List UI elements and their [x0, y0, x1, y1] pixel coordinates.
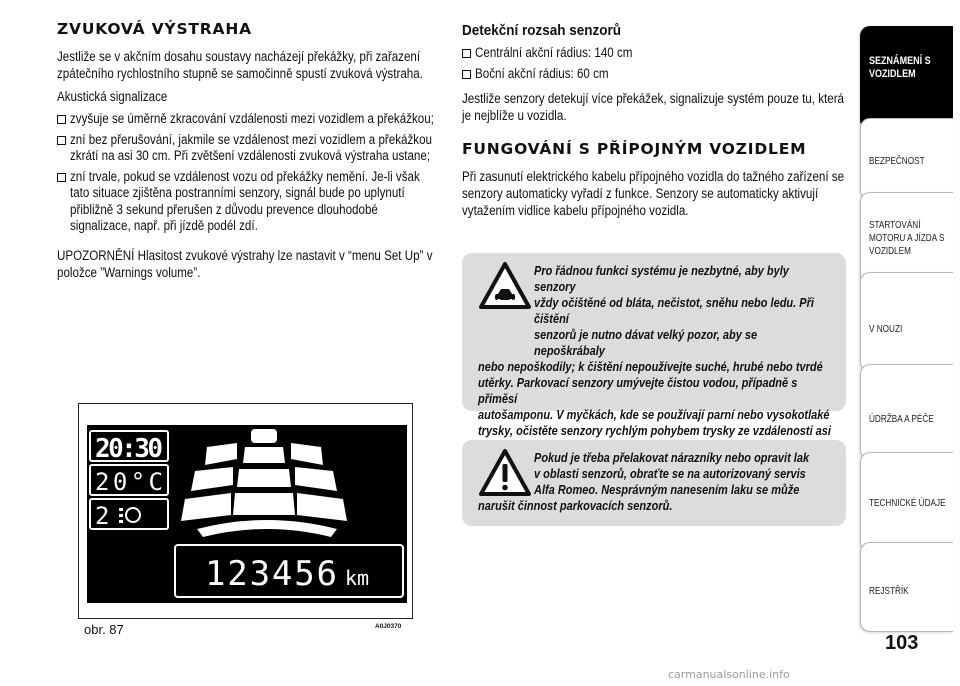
warning-line: v oblasti senzorů, obraťte se na autorizovaný servis	[534, 467, 806, 481]
warning-line: Alfa Romeo. Nesprávným nanesením laku se může	[534, 483, 800, 497]
warning-line: utěrky. Parkovací senzory umývejte čistou vodou, případně s příměsí	[478, 376, 798, 406]
volume-note: UPOZORNĚNÍ Hlasitost zvukové výstrahy lze nastavit v “menu Set Up” v položce ”Warnings volume”.	[57, 247, 433, 280]
tab-safety[interactable]: BEZPEČNOST	[860, 118, 953, 200]
section-heading-detection-range: Detekční rozsah senzorů	[462, 22, 622, 39]
clock-readout: 20:30	[95, 434, 163, 464]
tab-maintenance[interactable]: ÚDRŽBA A PÉČE	[860, 364, 953, 460]
odometer-readout: 123456	[205, 554, 337, 594]
odometer-unit: km	[345, 566, 370, 590]
tab-getting-to-know[interactable]: SEZNÁMENÍ S VOZIDLEM	[860, 26, 953, 130]
signal-list	[57, 111, 439, 235]
warning-box-paint	[462, 440, 846, 526]
tab-index[interactable]: REJSTŘÍK	[860, 542, 953, 632]
range-list	[462, 45, 846, 82]
gear-readout: 2	[95, 502, 110, 530]
warning-line: Pokud je třeba přelakovat nárazníky nebo opravit lak	[534, 451, 810, 465]
warning-line: narušit činnost parkovacích senzorů.	[478, 499, 673, 513]
tab-starting-driving[interactable]: STARTOVÁNÍ MOTORU A JÍZDA S VOZIDLEM	[860, 192, 953, 284]
signal-label: Akustická signalizace	[57, 89, 168, 104]
list-item: zvyšuje se úměrně zkracování vzdálenosti mezi vozidlem a překážkou;	[57, 111, 439, 128]
temperature-readout: 20°C	[95, 468, 163, 496]
figure-caption: obr. 87	[84, 622, 124, 637]
trailer-paragraph: Při zasunutí elektrického kabelu přípojného vozidla do tažného zařízení se senzory automaticky vyřadí z funkce. Senzory se automaticky aktivují vytažením vidlice kabelu přípojného vozidla.	[462, 169, 845, 218]
list-item: zní bez přerušování, jakmile se vzdálenost mezi vozidlem a překážkou zkrátí na asi 30 cm. Při zvětšení vzdálenosti zvuková výstraha ustane;	[57, 132, 439, 165]
warning-line: vždy očištěné od bláta, nečistot, sněhu nebo ledu. Při čištění	[534, 296, 814, 326]
range-paragraph: Jestliže senzory detekují více překážek, signalizuje systém pouze tu, která je nejblíže u vozidla.	[462, 91, 845, 123]
right-column	[462, 14, 846, 225]
warning-box-cleaning	[462, 253, 846, 438]
section-heading-trailer: FUNGOVÁNÍ S PŘÍPOJNÝM VOZIDLEM	[462, 140, 807, 158]
warning-line: autošamponu. V myčkách, kde se používají parní nebo vysokotlaké	[478, 408, 830, 422]
watermark: carmanualsonline.info	[668, 668, 790, 681]
figure-parking-display	[78, 403, 413, 619]
list-item: Boční akční rádius: 60 cm	[462, 66, 846, 83]
warning-line: trysky, očistěte senzory rychlým pohybem trysky ze vzdálenosti asi	[478, 424, 831, 438]
tab-technical-data[interactable]: TECHNICKÉ ÚDAJE	[860, 452, 953, 552]
left-column	[57, 14, 439, 287]
list-item: zní trvale, pokud se vzdálenost vozu od překážky nemění. Je-li však tato situace zjištěna postranními senzory, signál bude po uplynutí přibližně 3 sekund přerušen z důvodu prevence dlouhodobé signalizace, např. při jízdě podél zdí.	[57, 169, 439, 235]
page-number: 103	[885, 632, 919, 654]
figure-code: A0J0370	[375, 623, 402, 630]
intro-paragraph: Jestliže se v akčním dosahu soustavy nacházejí překážky, při zařazení zpátečního rychlostního stupně se samočinně spustí zvuková výstraha.	[57, 49, 423, 81]
warning-line: nebo nepoškodily; k čištění nepoužívejte suché, hrubé nebo tvrdé	[478, 360, 823, 374]
list-item: Centrální akční rádius: 140 cm	[462, 45, 846, 62]
instrument-display	[87, 425, 407, 603]
warning-line: senzorů je nutno dávat velký pozor, aby se nepoškrábaly	[534, 328, 758, 358]
warning-line: Pro řádnou funkci systému je nezbytné, aby byly senzory	[534, 264, 789, 294]
section-heading-acoustic-warning: ZVUKOVÁ VÝSTRAHA	[57, 20, 252, 38]
tab-emergency[interactable]: V NOUZI	[860, 272, 953, 372]
